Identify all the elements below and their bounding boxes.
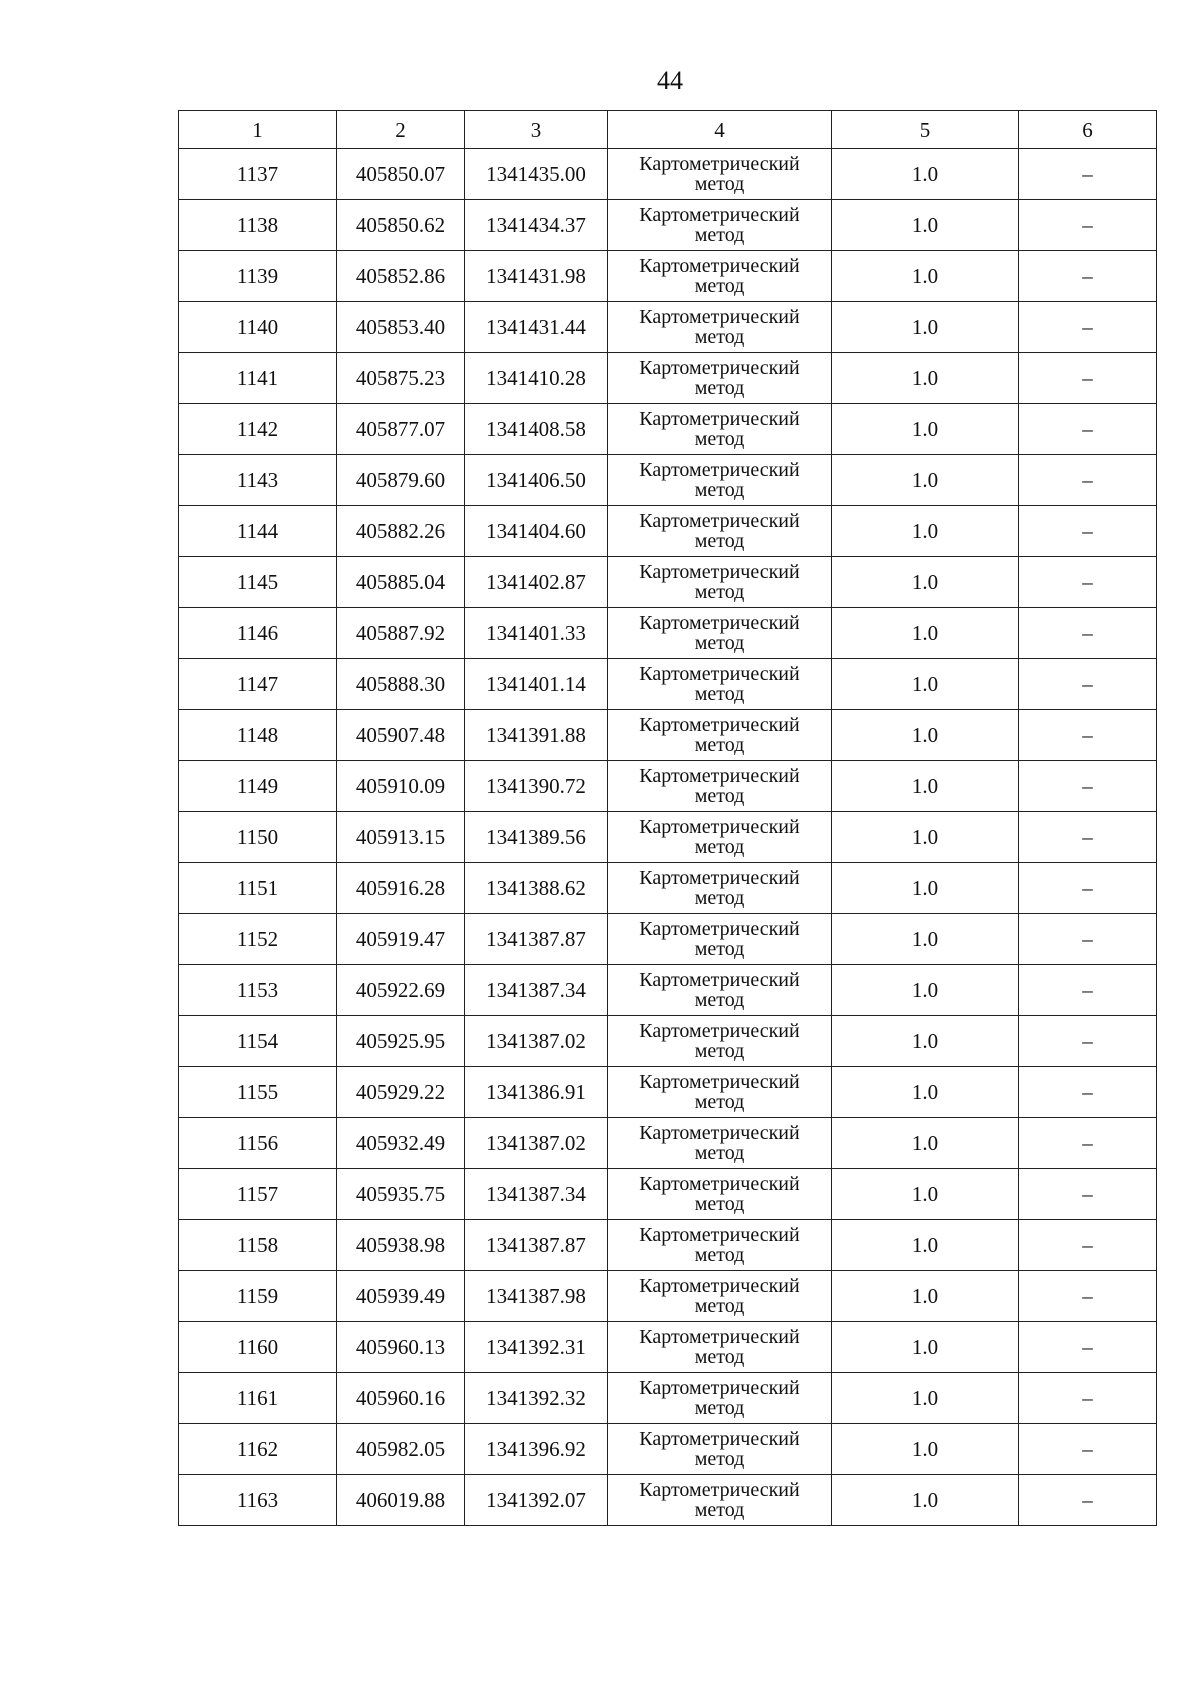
method-line-1: Картометрический [639, 867, 800, 889]
table-row [179, 1373, 1157, 1424]
method-cell [608, 1016, 832, 1067]
note-cell: – [1019, 557, 1157, 608]
method-line-2: метод [694, 428, 745, 450]
method-line-1: Картометрический [639, 1377, 800, 1399]
table-row [179, 1169, 1157, 1220]
method-cell [608, 1424, 832, 1475]
method-line-1: Картометрический [639, 408, 800, 430]
table-row [179, 251, 1157, 302]
method-line-1: Картометрический [639, 510, 800, 532]
method-line-1: Картометрический [639, 612, 800, 634]
point-number-cell: 1154 [179, 1016, 337, 1067]
table-row [179, 863, 1157, 914]
method-cell [608, 1220, 832, 1271]
accuracy-cell: 1.0 [832, 404, 1019, 455]
accuracy-cell: 1.0 [832, 506, 1019, 557]
y-coordinate-cell: 1341404.60 [465, 506, 608, 557]
table-row [179, 1424, 1157, 1475]
method-cell [608, 1169, 832, 1220]
method-cell [608, 659, 832, 710]
table-row [179, 761, 1157, 812]
table-row [179, 914, 1157, 965]
x-coordinate-cell: 405932.49 [337, 1118, 465, 1169]
table-row [179, 812, 1157, 863]
y-coordinate-cell: 1341431.44 [465, 302, 608, 353]
x-coordinate-cell: 405907.48 [337, 710, 465, 761]
y-coordinate-cell: 1341408.58 [465, 404, 608, 455]
y-coordinate-cell: 1341386.91 [465, 1067, 608, 1118]
method-line-2: метод [694, 1193, 745, 1215]
method-cell [608, 251, 832, 302]
method-line-1: Картометрический [639, 918, 800, 940]
note-cell: – [1019, 812, 1157, 863]
method-line-2: метод [694, 224, 745, 246]
column-header: 4 [608, 111, 832, 149]
x-coordinate-cell: 405888.30 [337, 659, 465, 710]
y-coordinate-cell: 1341401.14 [465, 659, 608, 710]
accuracy-cell: 1.0 [832, 1322, 1019, 1373]
method-line-1: Картометрический [639, 561, 800, 583]
table-body [179, 149, 1157, 1526]
method-line-1: Картометрический [639, 1326, 800, 1348]
method-line-1: Картометрический [639, 459, 800, 481]
method-line-2: метод [694, 836, 745, 858]
note-cell: – [1019, 1322, 1157, 1373]
method-cell [608, 863, 832, 914]
point-number-cell: 1159 [179, 1271, 337, 1322]
accuracy-cell: 1.0 [832, 251, 1019, 302]
point-number-cell: 1145 [179, 557, 337, 608]
point-number-cell: 1157 [179, 1169, 337, 1220]
note-cell: – [1019, 1424, 1157, 1475]
point-number-cell: 1147 [179, 659, 337, 710]
method-line-2: метод [694, 326, 745, 348]
point-number-cell: 1162 [179, 1424, 337, 1475]
point-number-cell: 1137 [179, 149, 337, 200]
method-cell [608, 404, 832, 455]
method-line-2: метод [694, 479, 745, 501]
accuracy-cell: 1.0 [832, 353, 1019, 404]
x-coordinate-cell: 405938.98 [337, 1220, 465, 1271]
method-line-2: метод [694, 377, 745, 399]
method-line-1: Картометрический [639, 306, 800, 328]
note-cell: – [1019, 149, 1157, 200]
y-coordinate-cell: 1341402.87 [465, 557, 608, 608]
method-line-2: метод [694, 1346, 745, 1368]
table-row [179, 1118, 1157, 1169]
accuracy-cell: 1.0 [832, 659, 1019, 710]
note-cell: – [1019, 455, 1157, 506]
method-cell [608, 914, 832, 965]
method-cell [608, 1322, 832, 1373]
x-coordinate-cell: 405922.69 [337, 965, 465, 1016]
accuracy-cell: 1.0 [832, 200, 1019, 251]
x-coordinate-cell: 405916.28 [337, 863, 465, 914]
point-number-cell: 1139 [179, 251, 337, 302]
method-cell [608, 1373, 832, 1424]
x-coordinate-cell: 405853.40 [337, 302, 465, 353]
accuracy-cell: 1.0 [832, 1169, 1019, 1220]
x-coordinate-cell: 405879.60 [337, 455, 465, 506]
y-coordinate-cell: 1341387.02 [465, 1118, 608, 1169]
point-number-cell: 1156 [179, 1118, 337, 1169]
point-number-cell: 1144 [179, 506, 337, 557]
x-coordinate-cell: 405925.95 [337, 1016, 465, 1067]
point-number-cell: 1151 [179, 863, 337, 914]
table-row [179, 404, 1157, 455]
note-cell: – [1019, 1067, 1157, 1118]
method-line-1: Картометрический [639, 816, 800, 838]
table-row [179, 659, 1157, 710]
point-number-cell: 1141 [179, 353, 337, 404]
accuracy-cell: 1.0 [832, 761, 1019, 812]
y-coordinate-cell: 1341434.37 [465, 200, 608, 251]
method-cell [608, 965, 832, 1016]
accuracy-cell: 1.0 [832, 455, 1019, 506]
y-coordinate-cell: 1341406.50 [465, 455, 608, 506]
accuracy-cell: 1.0 [832, 1016, 1019, 1067]
y-coordinate-cell: 1341435.00 [465, 149, 608, 200]
point-number-cell: 1161 [179, 1373, 337, 1424]
method-line-2: метод [694, 1142, 745, 1164]
table-header [179, 111, 1157, 149]
method-line-1: Картометрический [639, 1224, 800, 1246]
x-coordinate-cell: 405935.75 [337, 1169, 465, 1220]
method-cell [608, 1067, 832, 1118]
method-line-2: метод [694, 1448, 745, 1470]
column-header: 5 [832, 111, 1019, 149]
y-coordinate-cell: 1341387.34 [465, 965, 608, 1016]
note-cell: – [1019, 761, 1157, 812]
y-coordinate-cell: 1341387.87 [465, 1220, 608, 1271]
x-coordinate-cell: 405910.09 [337, 761, 465, 812]
table-row [179, 1220, 1157, 1271]
y-coordinate-cell: 1341392.32 [465, 1373, 608, 1424]
x-coordinate-cell: 405939.49 [337, 1271, 465, 1322]
note-cell: – [1019, 710, 1157, 761]
accuracy-cell: 1.0 [832, 608, 1019, 659]
method-line-2: метод [694, 1040, 745, 1062]
accuracy-cell: 1.0 [832, 1271, 1019, 1322]
accuracy-cell: 1.0 [832, 1067, 1019, 1118]
method-line-2: метод [694, 275, 745, 297]
point-number-cell: 1140 [179, 302, 337, 353]
accuracy-cell: 1.0 [832, 1424, 1019, 1475]
table-row [179, 149, 1157, 200]
point-number-cell: 1163 [179, 1475, 337, 1526]
table-row [179, 353, 1157, 404]
note-cell: – [1019, 251, 1157, 302]
x-coordinate-cell: 405960.16 [337, 1373, 465, 1424]
method-line-2: метод [694, 173, 745, 195]
column-header: 2 [337, 111, 465, 149]
y-coordinate-cell: 1341389.56 [465, 812, 608, 863]
y-coordinate-cell: 1341388.62 [465, 863, 608, 914]
x-coordinate-cell: 405882.26 [337, 506, 465, 557]
method-line-1: Картометрический [639, 153, 800, 175]
column-header: 1 [179, 111, 337, 149]
point-number-cell: 1152 [179, 914, 337, 965]
accuracy-cell: 1.0 [832, 1220, 1019, 1271]
point-number-cell: 1153 [179, 965, 337, 1016]
method-line-1: Картометрический [639, 1479, 800, 1501]
y-coordinate-cell: 1341401.33 [465, 608, 608, 659]
method-line-2: метод [694, 1295, 745, 1317]
note-cell: – [1019, 1016, 1157, 1067]
note-cell: – [1019, 1118, 1157, 1169]
method-line-2: метод [694, 530, 745, 552]
method-cell [608, 557, 832, 608]
table-row [179, 1322, 1157, 1373]
column-header: 3 [465, 111, 608, 149]
table-row [179, 1271, 1157, 1322]
accuracy-cell: 1.0 [832, 812, 1019, 863]
method-line-1: Картометрический [639, 663, 800, 685]
method-cell [608, 1271, 832, 1322]
accuracy-cell: 1.0 [832, 1118, 1019, 1169]
method-line-2: метод [694, 632, 745, 654]
method-line-2: метод [694, 785, 745, 807]
note-cell: – [1019, 404, 1157, 455]
accuracy-cell: 1.0 [832, 1373, 1019, 1424]
note-cell: – [1019, 1373, 1157, 1424]
y-coordinate-cell: 1341387.02 [465, 1016, 608, 1067]
accuracy-cell: 1.0 [832, 302, 1019, 353]
accuracy-cell: 1.0 [832, 557, 1019, 608]
note-cell: – [1019, 506, 1157, 557]
accuracy-cell: 1.0 [832, 965, 1019, 1016]
note-cell: – [1019, 200, 1157, 251]
table-row [179, 302, 1157, 353]
x-coordinate-cell: 405852.86 [337, 251, 465, 302]
method-line-1: Картометрический [639, 357, 800, 379]
table-row [179, 1016, 1157, 1067]
method-cell [608, 710, 832, 761]
method-cell [608, 506, 832, 557]
y-coordinate-cell: 1341387.87 [465, 914, 608, 965]
x-coordinate-cell: 405960.13 [337, 1322, 465, 1373]
accuracy-cell: 1.0 [832, 1475, 1019, 1526]
note-cell: – [1019, 1271, 1157, 1322]
method-line-2: метод [694, 1091, 745, 1113]
accuracy-cell: 1.0 [832, 863, 1019, 914]
y-coordinate-cell: 1341392.31 [465, 1322, 608, 1373]
y-coordinate-cell: 1341390.72 [465, 761, 608, 812]
table-row [179, 455, 1157, 506]
x-coordinate-cell: 405850.62 [337, 200, 465, 251]
table-row [179, 1067, 1157, 1118]
method-line-1: Картометрический [639, 1173, 800, 1195]
method-cell [608, 149, 832, 200]
point-number-cell: 1148 [179, 710, 337, 761]
x-coordinate-cell: 405885.04 [337, 557, 465, 608]
table-row [179, 710, 1157, 761]
point-number-cell: 1150 [179, 812, 337, 863]
table-row [179, 200, 1157, 251]
method-line-1: Картометрический [639, 1020, 800, 1042]
x-coordinate-cell: 406019.88 [337, 1475, 465, 1526]
point-number-cell: 1142 [179, 404, 337, 455]
x-coordinate-cell: 405875.23 [337, 353, 465, 404]
method-line-1: Картометрический [639, 1428, 800, 1450]
method-cell [608, 812, 832, 863]
x-coordinate-cell: 405982.05 [337, 1424, 465, 1475]
method-line-1: Картометрический [639, 714, 800, 736]
accuracy-cell: 1.0 [832, 914, 1019, 965]
y-coordinate-cell: 1341396.92 [465, 1424, 608, 1475]
note-cell: – [1019, 914, 1157, 965]
method-line-1: Картометрический [639, 765, 800, 787]
y-coordinate-cell: 1341387.34 [465, 1169, 608, 1220]
method-line-2: метод [694, 887, 745, 909]
y-coordinate-cell: 1341391.88 [465, 710, 608, 761]
method-cell [608, 302, 832, 353]
method-cell [608, 1475, 832, 1526]
y-coordinate-cell: 1341387.98 [465, 1271, 608, 1322]
method-cell [608, 200, 832, 251]
point-number-cell: 1160 [179, 1322, 337, 1373]
method-line-2: метод [694, 1499, 745, 1521]
table-row [179, 1475, 1157, 1526]
x-coordinate-cell: 405929.22 [337, 1067, 465, 1118]
method-line-1: Картометрический [639, 1071, 800, 1093]
column-header: 6 [1019, 111, 1157, 149]
method-cell [608, 1118, 832, 1169]
method-line-2: метод [694, 683, 745, 705]
x-coordinate-cell: 405919.47 [337, 914, 465, 965]
note-cell: – [1019, 965, 1157, 1016]
method-line-1: Картометрический [639, 1275, 800, 1297]
method-line-2: метод [694, 989, 745, 1011]
x-coordinate-cell: 405887.92 [337, 608, 465, 659]
coordinates-table [178, 110, 1157, 1526]
note-cell: – [1019, 353, 1157, 404]
y-coordinate-cell: 1341431.98 [465, 251, 608, 302]
method-line-2: метод [694, 1397, 745, 1419]
note-cell: – [1019, 659, 1157, 710]
table-row [179, 506, 1157, 557]
point-number-cell: 1149 [179, 761, 337, 812]
note-cell: – [1019, 608, 1157, 659]
note-cell: – [1019, 863, 1157, 914]
method-line-2: метод [694, 581, 745, 603]
table-row [179, 608, 1157, 659]
method-line-1: Картометрический [639, 1122, 800, 1144]
method-line-1: Картометрический [639, 969, 800, 991]
note-cell: – [1019, 302, 1157, 353]
y-coordinate-cell: 1341392.07 [465, 1475, 608, 1526]
point-number-cell: 1155 [179, 1067, 337, 1118]
table-row [179, 965, 1157, 1016]
point-number-cell: 1138 [179, 200, 337, 251]
method-cell [608, 455, 832, 506]
method-line-2: метод [694, 938, 745, 960]
method-line-1: Картометрический [639, 255, 800, 277]
table-row [179, 557, 1157, 608]
method-line-2: метод [694, 734, 745, 756]
point-number-cell: 1158 [179, 1220, 337, 1271]
method-line-2: метод [694, 1244, 745, 1266]
note-cell: – [1019, 1220, 1157, 1271]
note-cell: – [1019, 1475, 1157, 1526]
method-cell [608, 353, 832, 404]
point-number-cell: 1143 [179, 455, 337, 506]
x-coordinate-cell: 405877.07 [337, 404, 465, 455]
x-coordinate-cell: 405913.15 [337, 812, 465, 863]
y-coordinate-cell: 1341410.28 [465, 353, 608, 404]
page-number: 44 [657, 66, 683, 95]
method-line-1: Картометрический [639, 204, 800, 226]
note-cell: – [1019, 1169, 1157, 1220]
point-number-cell: 1146 [179, 608, 337, 659]
accuracy-cell: 1.0 [832, 710, 1019, 761]
method-cell [608, 761, 832, 812]
accuracy-cell: 1.0 [832, 149, 1019, 200]
x-coordinate-cell: 405850.07 [337, 149, 465, 200]
method-cell [608, 608, 832, 659]
header-row [179, 111, 1157, 149]
